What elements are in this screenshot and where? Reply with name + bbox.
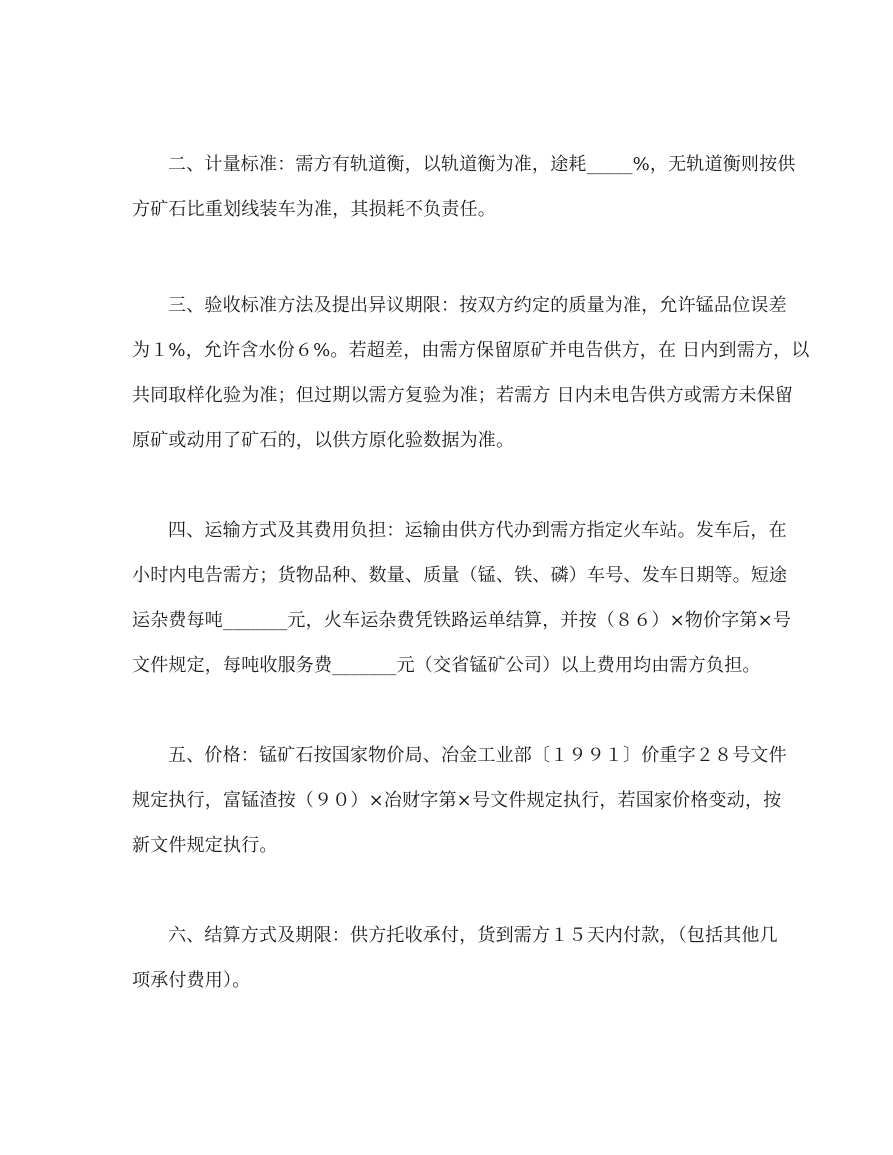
text-line: 五、价格：锰矿石按国家物价局、冶金工业部〔１９９１〕价重字２８号文件 [168, 745, 787, 766]
text-line: 六、结算方式及期限：供方托收承付，货到需方１５天内付款，（包括其他几 [168, 925, 778, 946]
text-line: 四、运输方式及其费用负担：运输由供方代办到需方指定火车站。发车后，在 [168, 520, 787, 541]
text-line: 文件规定，每吨收服务费_______元（交省锰矿公司）以上费用均由需方负担。 [132, 655, 761, 676]
text-line: 新文件规定执行。 [132, 835, 278, 856]
clause-price [132, 733, 787, 868]
text-line: 原矿或动用了矿石的，以供方原化验数据为准。 [132, 430, 515, 451]
text-line: 二、计量标准：需方有轨道衡，以轨道衡为准，途耗_____%，无轨道衡则按供 [168, 154, 796, 175]
clause-transport-costs [132, 508, 792, 688]
text-line: 项承付费用）。 [132, 970, 251, 991]
text-line: 为１%，允许含水份６%。若超差，由需方保留原矿并电告供方，在 日内到需方，以 [132, 340, 810, 361]
clause-settlement [132, 913, 778, 1003]
text-line: 共同取样化验为准；但过期以需方复验为准；若需方 日内未电告供方或需方未保留 [132, 385, 794, 406]
text-line: 三、验收标准方法及提出异议期限：按双方约定的质量为准，允许锰品位误差 [168, 295, 787, 316]
text-line: 规定执行，富锰渣按（９０）×冶财字第×号文件规定执行，若国家价格变动，按 [132, 790, 782, 811]
clause-acceptance-standard [132, 283, 810, 463]
text-line: 方矿石比重划线装车为准，其损耗不负责任。 [132, 199, 496, 220]
text-line: 运杂费每吨_______元，火车运杂费凭铁路运单结算，并按（８６）×物价字第×号 [132, 610, 792, 631]
text-line: 小时内电告需方；货物品种、数量、质量（锰、铁、磷）车号、发车日期等。短途 [132, 565, 788, 586]
clause-measurement-standard [132, 142, 796, 232]
